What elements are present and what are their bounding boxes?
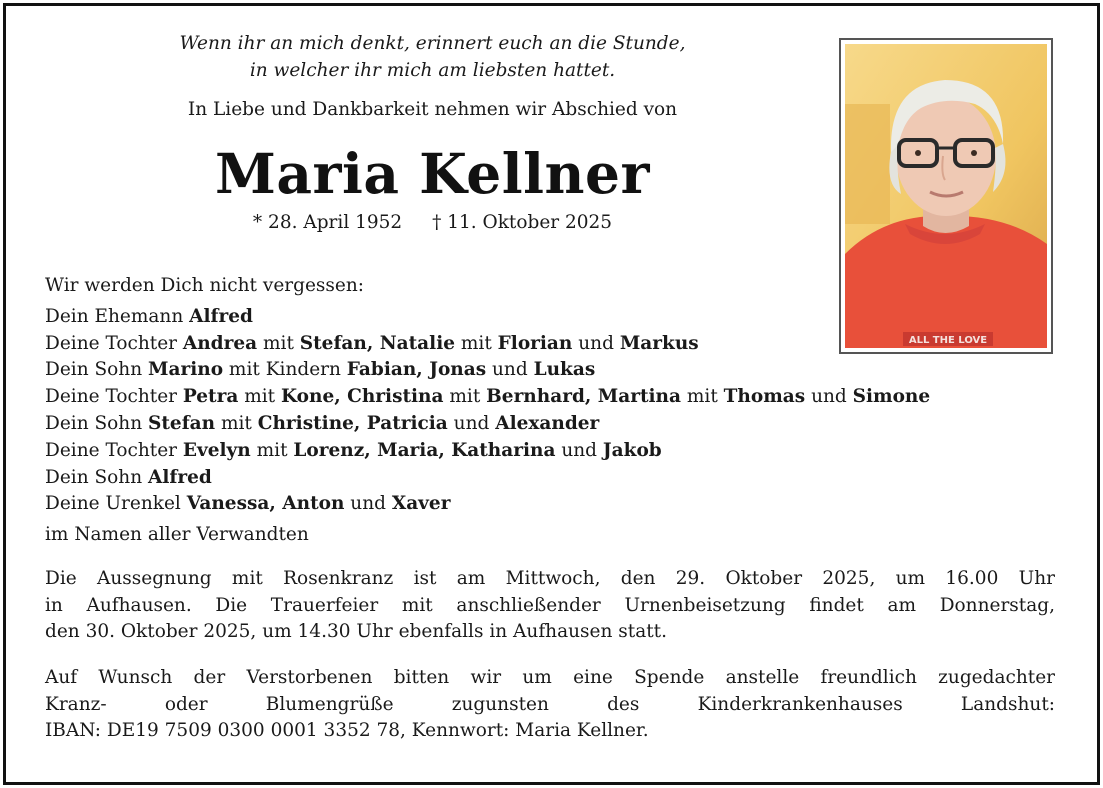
family-member-name: Lukas <box>533 359 596 381</box>
family-relation-text: mit <box>680 386 724 408</box>
family-lead: Wir werden Dich nicht vergessen: <box>45 275 364 296</box>
service-line: in Aufhausen. Die Trauerfeier mit anschließender Urnenbeisetzung findet am Donnerstag, <box>45 594 1055 616</box>
family-member-name: Xaver <box>391 493 451 515</box>
family-member-name: Vanessa, Anton <box>186 493 345 515</box>
donation-line: Auf Wunsch der Verstorbenen bitten wir um eine Spende anstelle freundlich zugedachter <box>45 667 1055 688</box>
family-relation-text: Deine Tochter <box>45 439 183 461</box>
service-line: den 30. Oktober 2025, um 14.30 Uhr ebenfalls in Aufhausen statt. <box>45 621 667 642</box>
family-row <box>45 384 1055 411</box>
family-member-name: Jakob <box>602 439 662 461</box>
family-relation-text: und <box>555 439 603 461</box>
family-relation-text: Deine Tochter <box>45 332 183 354</box>
family-member-name: Stefan, Natalie <box>299 332 455 354</box>
poem-line: in welcher ihr mich am liebsten hattet. <box>249 60 616 81</box>
family-relation-text: und <box>447 412 496 434</box>
family-row <box>45 304 1055 331</box>
family-relation-text: Dein Sohn <box>45 359 149 381</box>
life-dates <box>40 209 825 236</box>
shirt-print: ALL THE LOVE <box>908 335 988 346</box>
family-relation-text: Deine Tochter <box>45 386 183 408</box>
family-member-name: Lorenz, Maria, Katharina <box>293 439 556 461</box>
family-member-name: Fabian, Jonas <box>346 359 487 381</box>
family-relation-text: Dein Ehemann <box>45 305 190 327</box>
poem <box>40 30 825 84</box>
family-row <box>45 465 1055 492</box>
family-member-name: Alexander <box>495 412 600 434</box>
donation-line: Kranz- oder Blumengrüße zugunsten des Kinderkrankenhauses Landshut: <box>45 693 1055 715</box>
family-relation-text: und <box>805 386 853 408</box>
family-row <box>45 491 1055 518</box>
donation-paragraph <box>45 665 1055 745</box>
family-closing: im Namen aller Verwandten <box>45 524 309 546</box>
family-relation-text: Deine Urenkel <box>45 493 187 515</box>
birth-date: * 28. April 1952 <box>252 212 403 233</box>
family-member-name: Markus <box>619 332 699 354</box>
obituary-header <box>40 30 825 236</box>
family-relation-text: mit Kindern <box>223 359 347 381</box>
family-relation-text: Dein Sohn <box>45 466 149 488</box>
family-row <box>45 438 1055 465</box>
deceased-name: Maria Kellner <box>214 141 650 206</box>
family-member-name: Simone <box>852 386 931 408</box>
donation-line: IBAN: DE19 7509 0300 0001 3352 78, Kennwort: Maria Kellner. <box>45 720 649 741</box>
family-list <box>45 273 1055 549</box>
family-relation-text: mit <box>257 332 300 354</box>
family-member-name: Florian <box>497 332 573 354</box>
family-member-name: Evelyn <box>182 439 251 461</box>
family-relation-text: mit <box>455 332 498 354</box>
family-row <box>45 331 1055 358</box>
family-relation-text: Dein Sohn <box>45 412 149 434</box>
family-relation-text: und <box>486 359 534 381</box>
death-date: † 11. Oktober 2025 <box>432 212 613 233</box>
family-row <box>45 411 1055 438</box>
family-relation-text: und <box>572 332 620 354</box>
family-row <box>45 357 1055 384</box>
family-member-name: Bernhard, Martina <box>486 386 681 408</box>
family-relation-text: mit <box>215 412 258 434</box>
family-member-name: Andrea <box>182 332 258 354</box>
service-line: Die Aussegnung mit Rosenkranz ist am Mittwoch, den 29. Oktober 2025, um 16.00 Uhr <box>45 568 1055 589</box>
family-member-name: Thomas <box>723 386 806 408</box>
poem-line: Wenn ihr an mich denkt, erinnert euch an die Stunde, <box>179 33 686 54</box>
family-relation-text: mit <box>443 386 487 408</box>
family-relation-text: mit <box>238 386 281 408</box>
family-relation-text: mit <box>250 439 294 461</box>
service-paragraph <box>45 566 1055 646</box>
family-member-name: Stefan <box>148 412 216 434</box>
family-relation-text: und <box>344 493 392 515</box>
family-member-name: Alfred <box>189 305 253 327</box>
family-rows <box>45 304 1055 518</box>
intro-text: In Liebe und Dankbarkeit nehmen wir Abschied von <box>187 99 678 120</box>
family-member-name: Alfred <box>148 466 212 488</box>
family-member-name: Kone, Christina <box>281 386 444 408</box>
family-member-name: Petra <box>182 386 239 408</box>
family-member-name: Christine, Patricia <box>257 412 448 434</box>
family-member-name: Marino <box>148 359 224 381</box>
